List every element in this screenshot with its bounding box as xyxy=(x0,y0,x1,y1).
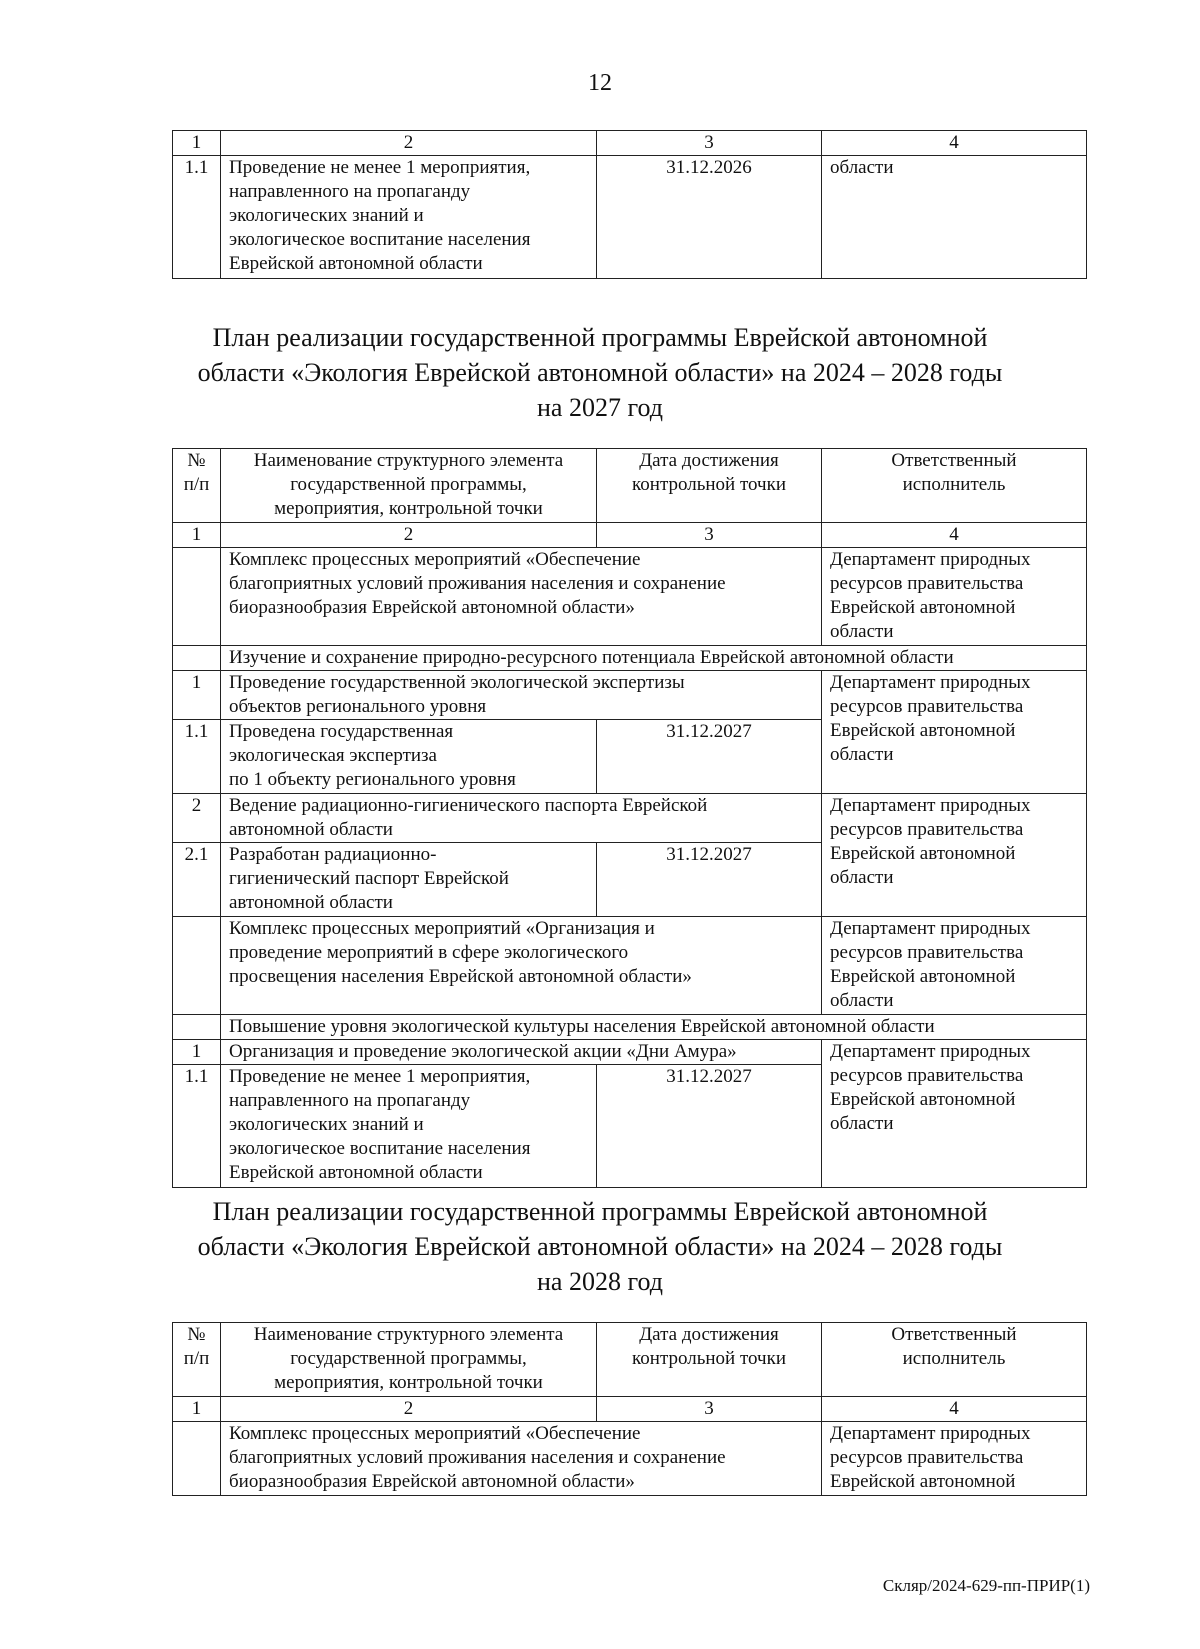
item2-number: 2 xyxy=(173,794,221,843)
plan-2028-title: План реализации государственной программы Еврейской автономной области «Экология Еврейской автономной области» на 2024 – 2028 годы на 2028 год xyxy=(197,1197,1003,1296)
col-num-1: 1 xyxy=(173,1397,221,1422)
plan-2027-title: План реализации государственной программы Еврейской автономной области «Экология Еврейской автономной области» на 2024 – 2028 годы на 2027 год xyxy=(197,323,1003,422)
col-num-3: 3 xyxy=(597,131,822,156)
item3-1-number: 1.1 xyxy=(173,1065,221,1188)
row-date: 31.12.2026 xyxy=(597,156,822,279)
continuation-table xyxy=(172,130,1087,279)
item3-executor: Департамент природных ресурсов правительства Еврейской автономной области xyxy=(822,1040,1087,1188)
row-name: Проведение не менее 1 мероприятия, направленного на пропаганду экологических знаний и экологическое воспитание населения Еврейской автономной области xyxy=(221,156,597,279)
header-date: Дата достижения контрольной точки xyxy=(597,449,822,523)
item1-number: 1 xyxy=(173,671,221,720)
item3-1-date: 31.12.2027 xyxy=(597,1065,822,1188)
task1-title: Изучение и сохранение природно-ресурсного потенциала Еврейской автономной области xyxy=(221,646,1087,671)
complex1-executor: Департамент природных ресурсов правительства Еврейской автономной xyxy=(822,1422,1087,1496)
document-code: Скляр/2024-629-пп-ПРИР(1) xyxy=(882,1576,1090,1595)
item3-1-name: Проведение не менее 1 мероприятия, направленного на пропаганду экологических знаний и экологическое воспитание населения Еврейской автономной области xyxy=(221,1065,597,1188)
item2-executor: Департамент природных ресурсов правительства Еврейской автономной области xyxy=(822,794,1087,917)
header-executor: Ответственный исполнитель xyxy=(822,449,1087,523)
col-num-4: 4 xyxy=(822,523,1087,548)
header-number: № п/п xyxy=(173,449,221,523)
task2-title: Повышение уровня экологической культуры населения Еврейской автономной области xyxy=(221,1015,1087,1040)
col-num-3: 3 xyxy=(597,1397,822,1422)
header-date: Дата достижения контрольной точки xyxy=(597,1323,822,1397)
item1-1-number: 1.1 xyxy=(173,720,221,794)
header-number: № п/п xyxy=(173,1323,221,1397)
col-num-4: 4 xyxy=(822,131,1087,156)
item2-name: Ведение радиационно-гигиенического паспорта Еврейской автономной области xyxy=(221,794,822,843)
complex2-executor: Департамент природных ресурсов правительства Еврейской автономной области xyxy=(822,917,1087,1015)
complex2-name: Комплекс процессных мероприятий «Организация и проведение мероприятий в сфере экологического просвещения населения Еврейской автономной области» xyxy=(221,917,822,1015)
col-num-2: 2 xyxy=(221,131,597,156)
col-num-4: 4 xyxy=(822,1397,1087,1422)
row-number: 1.1 xyxy=(173,156,221,279)
header-name: Наименование структурного элемента государственной программы, мероприятия, контрольной точки xyxy=(221,1323,597,1397)
plan-2027-table xyxy=(172,448,1087,1188)
item2-1-date: 31.12.2027 xyxy=(597,843,822,917)
page-number: 12 xyxy=(588,70,612,96)
item1-1-date: 31.12.2027 xyxy=(597,720,822,794)
col-num-2: 2 xyxy=(221,1397,597,1422)
header-executor: Ответственный исполнитель xyxy=(822,1323,1087,1397)
row-executor: области xyxy=(822,156,1087,279)
col-num-3: 3 xyxy=(597,523,822,548)
item1-name: Проведение государственной экологической экспертизы объектов регионального уровня xyxy=(221,671,822,720)
item3-name: Организация и проведение экологической акции «Дни Амура» xyxy=(221,1040,822,1065)
item1-1-name: Проведена государственная экологическая экспертиза по 1 объекту регионального уровня xyxy=(221,720,597,794)
col-num-2: 2 xyxy=(221,523,597,548)
complex1-name: Комплекс процессных мероприятий «Обеспечение благоприятных условий проживания населения и сохранение биоразнообразия Еврейской автономной области» xyxy=(221,548,822,646)
col-num-1: 1 xyxy=(173,131,221,156)
complex1-executor: Департамент природных ресурсов правительства Еврейской автономной области xyxy=(822,548,1087,646)
item1-executor: Департамент природных ресурсов правительства Еврейской автономной области xyxy=(822,671,1087,794)
item2-1-number: 2.1 xyxy=(173,843,221,917)
complex1-name: Комплекс процессных мероприятий «Обеспечение благоприятных условий проживания населения и сохранение биоразнообразия Еврейской автономной области» xyxy=(221,1422,822,1496)
item3-number: 1 xyxy=(173,1040,221,1065)
header-name: Наименование структурного элемента государственной программы, мероприятия, контрольной точки xyxy=(221,449,597,523)
plan-2028-table xyxy=(172,1322,1087,1496)
item2-1-name: Разработан радиационно- гигиенический паспорт Еврейской автономной области xyxy=(221,843,597,917)
col-num-1: 1 xyxy=(173,523,221,548)
